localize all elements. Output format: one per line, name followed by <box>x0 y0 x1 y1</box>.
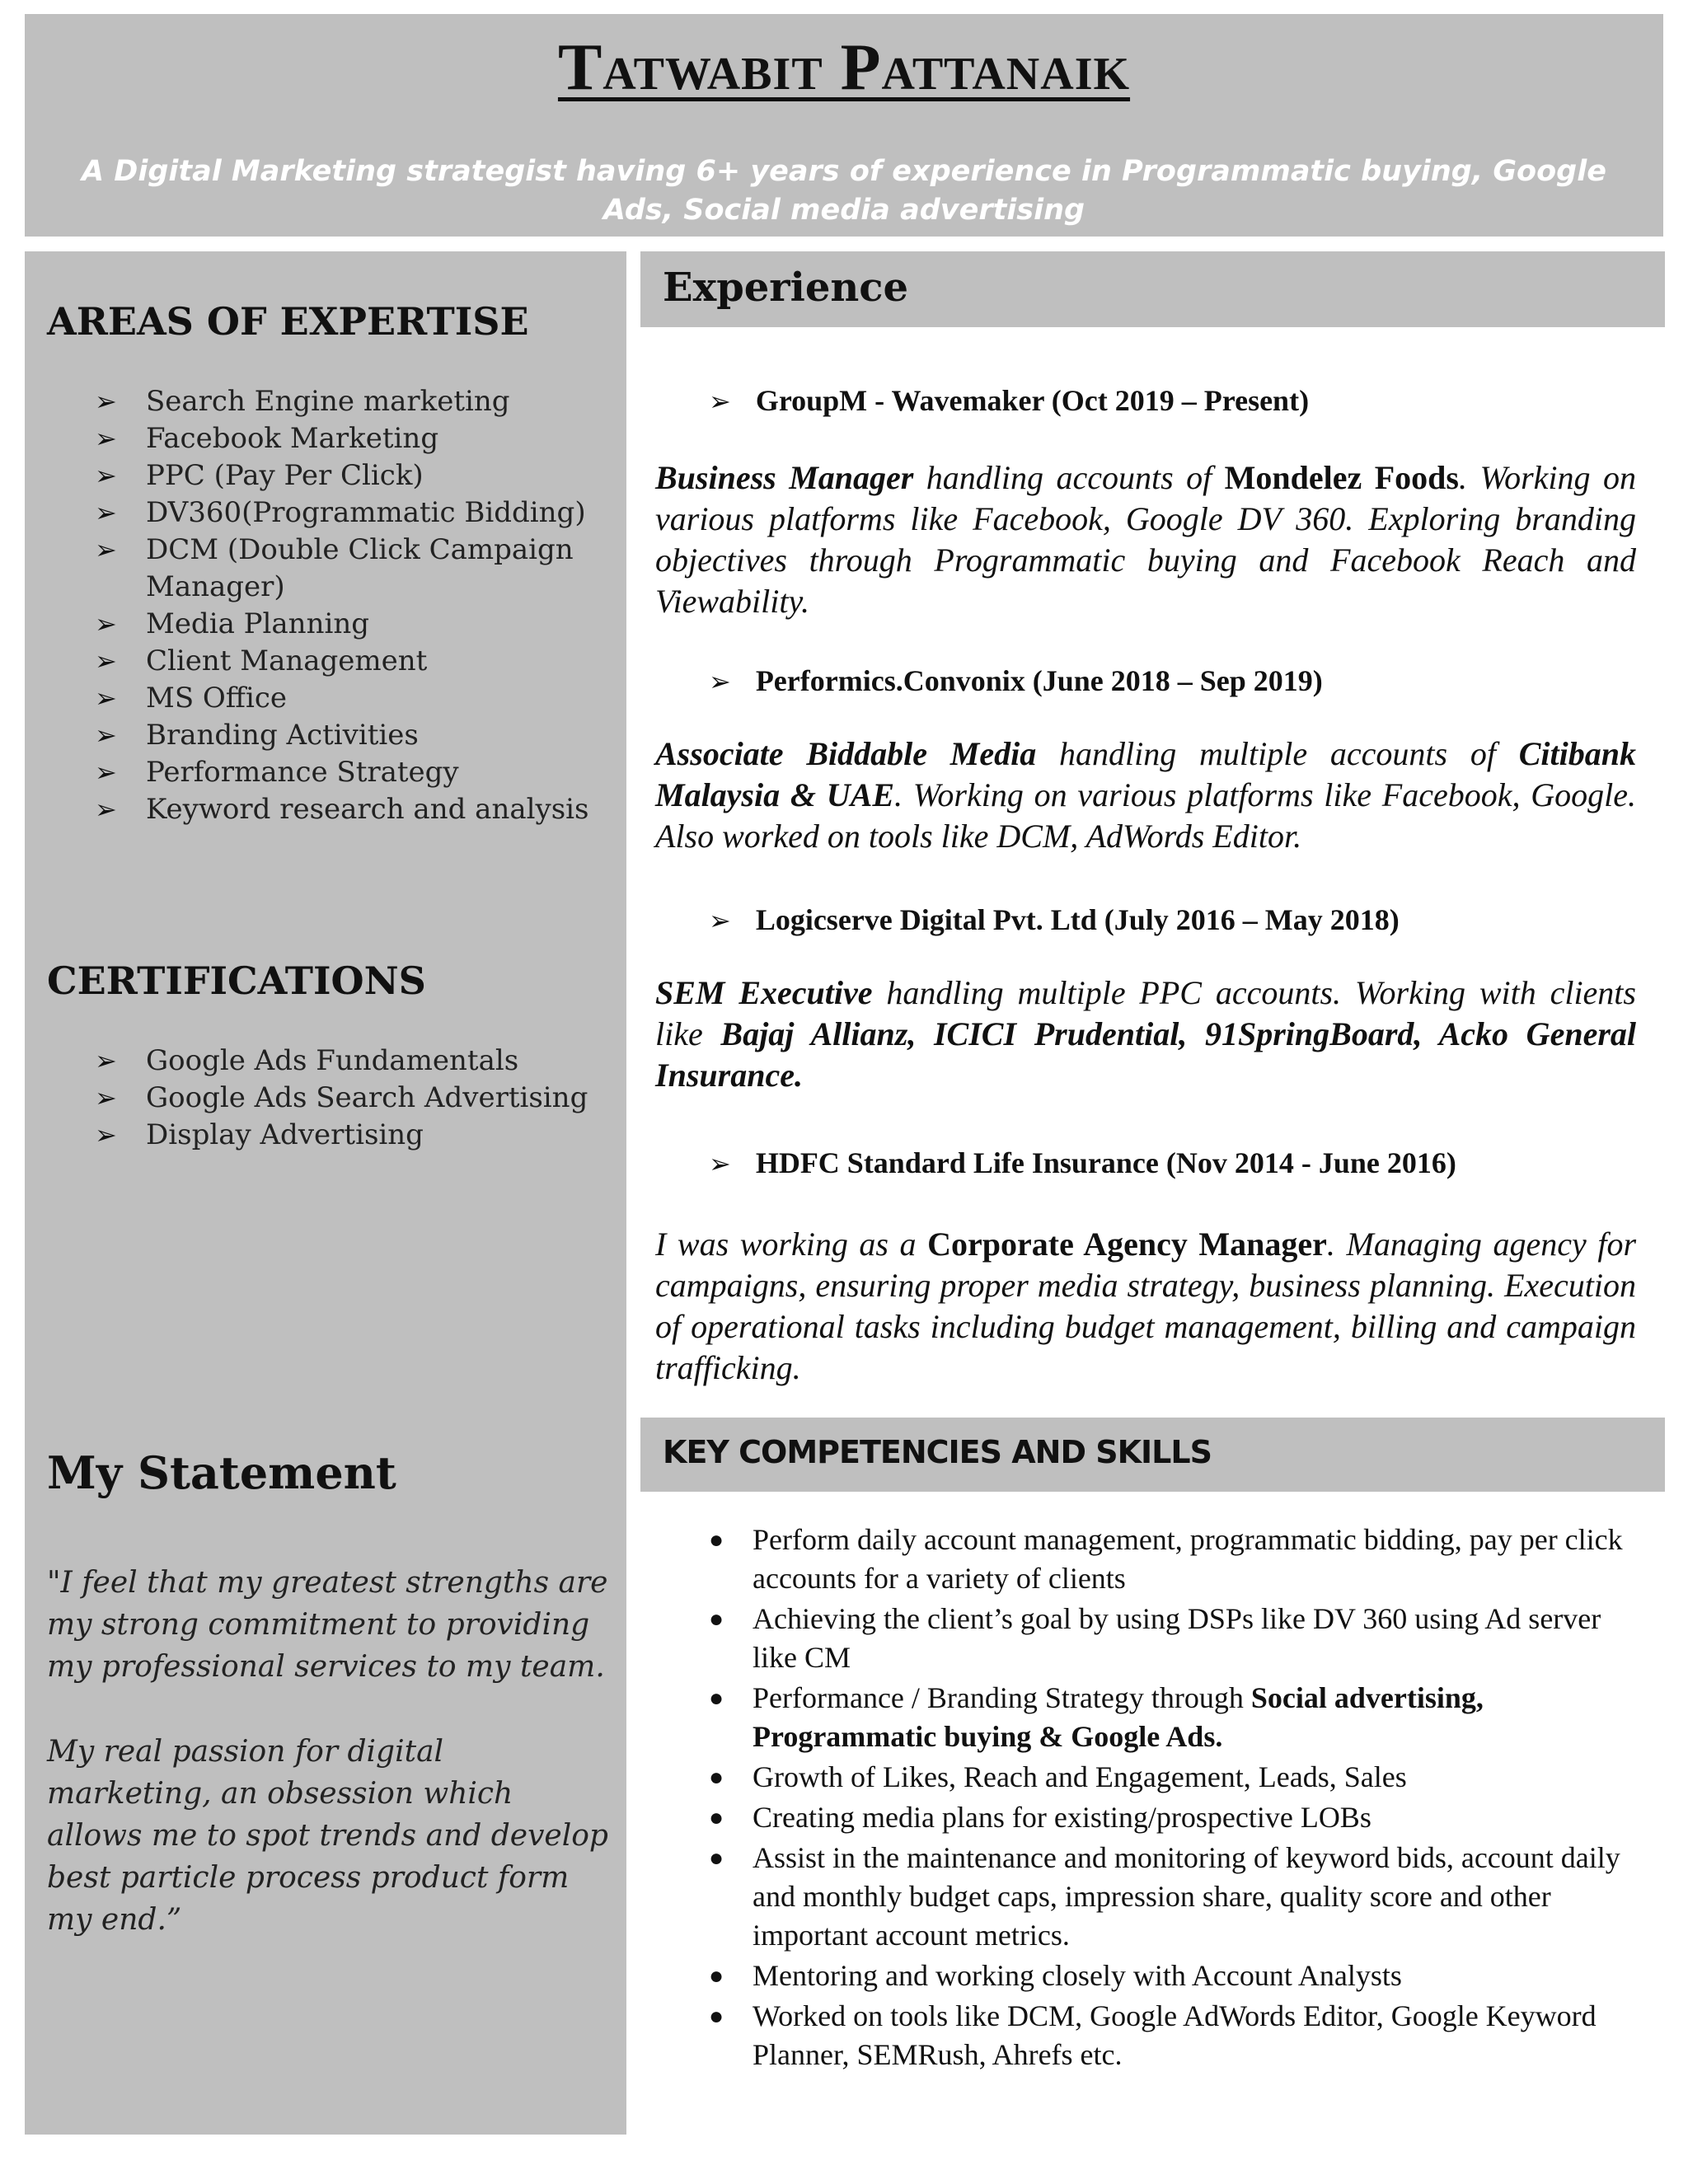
list-item: ● Creating media plans for existing/prospective LOBs <box>709 1798 1640 1837</box>
job-description: I was working as a Corporate Agency Manager. Managing agency for campaigns, ensuring proper media strategy, business planning. Execution of operational tasks including budget management, billing and campaign trafficking. <box>655 1226 1637 1386</box>
list-item: ➢ DV360(Programmatic Bidding) <box>95 494 588 532</box>
list-item: ➢ Search Engine marketing <box>95 383 588 420</box>
header-banner <box>25 14 1663 237</box>
arrow-bullet-icon: ➢ <box>95 386 117 417</box>
list-item: ● Assist in the maintenance and monitoring of keyword bids, account daily and monthly budget caps, impression share, quality score and other important account metrics. <box>709 1839 1640 1955</box>
list-item: ● Achieving the client’s goal by using DSPs like DV 360 using Ad server like CM <box>709 1600 1640 1677</box>
list-item: ➢ Facebook Marketing <box>95 420 588 457</box>
arrow-bullet-icon: ➢ <box>95 757 117 788</box>
expertise-list <box>95 383 588 828</box>
job-description: SEM Executive handling multiple PPC accounts. Working with clients like Bajaj Allianz, ICICI Prudential, 91SpringBoard, Acko General Insurance. <box>655 974 1636 1094</box>
skills-header-bar <box>640 1418 1665 1492</box>
job-client: Citibank Malaysia & UAE <box>655 735 1636 813</box>
list-item: ➢ Branding Activities <box>95 717 588 754</box>
job-role: Business Manager <box>655 459 914 496</box>
bullet-icon: ● <box>709 1962 724 1990</box>
bullet-icon: ● <box>709 1605 724 1633</box>
job-role: Corporate Agency Manager <box>927 1226 1327 1263</box>
certifications-list <box>95 1043 588 1154</box>
job-heading: ➢ HDFC Standard Life Insurance (Nov 2014 - June 2016) <box>709 1146 1456 1179</box>
list-item: ➢ Client Management <box>95 643 588 680</box>
list-item: ➢ PPC (Pay Per Click) <box>95 457 588 494</box>
skills-heading: KEY COMPETENCIES AND SKILLS <box>663 1434 1212 1470</box>
bullet-icon: ● <box>709 1804 724 1831</box>
statement-paragraph-2: My real passion for digital marketing, an obsession which allows me to spot trends and develop best particle process product form my end.” <box>47 1735 608 1937</box>
bullet-icon: ● <box>709 1764 724 1791</box>
arrow-bullet-icon: ➢ <box>95 608 117 640</box>
statement-heading: My Statement <box>47 1446 396 1499</box>
arrow-bullet-icon: ➢ <box>709 905 731 936</box>
arrow-bullet-icon: ➢ <box>95 1119 117 1151</box>
list-item: ➢ Media Planning <box>95 606 588 643</box>
experience-header-bar <box>640 251 1665 327</box>
job-client: Bajaj Allianz, ICICI Prudential, 91SpringBoard, Acko General Insurance. <box>655 1015 1636 1094</box>
sidebar <box>25 251 626 2135</box>
list-item: ● Perform daily account management, programmatic bidding, pay per click accounts for a variety of clients <box>709 1521 1640 1598</box>
arrow-bullet-icon: ➢ <box>95 682 117 714</box>
arrow-bullet-icon: ➢ <box>95 497 117 528</box>
bullet-icon: ● <box>709 1844 724 1872</box>
expertise-heading: AREAS OF EXPERTISE <box>47 299 529 344</box>
skills-list <box>709 1521 1640 2076</box>
list-item: ● Performance / Branding Strategy through Social advertising, Programmatic buying & Google Ads. <box>709 1679 1640 1756</box>
candidate-name: Tatwabit Pattanaik <box>557 31 1131 104</box>
list-item: ➢ Keyword research and analysis <box>95 791 588 828</box>
arrow-bullet-icon: ➢ <box>95 1082 117 1113</box>
arrow-bullet-icon: ➢ <box>95 534 117 565</box>
certifications-heading: CERTIFICATIONS <box>47 958 426 1003</box>
list-item: ● Worked on tools like DCM, Google AdWords Editor, Google Keyword Planner, SEMRush, Ahrefs etc. <box>709 1997 1640 2074</box>
arrow-bullet-icon: ➢ <box>709 666 731 697</box>
bullet-icon: ● <box>709 2003 724 2030</box>
list-item: ➢ Google Ads Fundamentals <box>95 1043 588 1080</box>
list-item: ● Growth of Likes, Reach and Engagement, Leads, Sales <box>709 1758 1640 1797</box>
arrow-bullet-icon: ➢ <box>95 719 117 751</box>
arrow-bullet-icon: ➢ <box>95 423 117 454</box>
arrow-bullet-icon: ➢ <box>95 1045 117 1076</box>
arrow-bullet-icon: ➢ <box>95 645 117 677</box>
arrow-bullet-icon: ➢ <box>95 460 117 491</box>
bullet-icon: ● <box>709 1685 724 1712</box>
job-description: Associate Biddable Media handling multiple accounts of Citibank Malaysia & UAE. Working on various platforms like Facebook, Google. Also worked on tools like DCM, AdWords Editor. <box>655 735 1636 855</box>
experience-heading: Experience <box>663 265 909 311</box>
tagline: A Digital Marketing strategist having 6+ years of experience in Programmatic buying, Google Ads, Social media advertising <box>82 155 1606 227</box>
list-item: ➢ Performance Strategy <box>95 754 588 791</box>
job-heading: ➢ Logicserve Digital Pvt. Ltd (July 2016 – May 2018) <box>709 903 1400 936</box>
bullet-icon: ● <box>709 1526 724 1554</box>
job-description: Business Manager handling accounts of Mondelez Foods. Working on various platforms like Facebook, Google DV 360. Exploring branding objectives through Programmatic buying and Facebook Reach and Viewability. <box>655 459 1636 620</box>
job-role: SEM Executive <box>655 974 873 1011</box>
list-item: ➢ MS Office <box>95 680 588 717</box>
arrow-bullet-icon: ➢ <box>709 1148 731 1179</box>
job-heading: ➢ Performics.Convonix (June 2018 – Sep 2019) <box>709 664 1323 697</box>
arrow-bullet-icon: ➢ <box>709 386 731 417</box>
list-item: ● Mentoring and working closely with Account Analysts <box>709 1957 1640 1995</box>
job-heading: ➢ GroupM - Wavemaker (Oct 2019 – Present) <box>709 384 1310 417</box>
job-client: Mondelez Foods <box>1224 459 1459 496</box>
list-item: ➢ DCM (Double Click Campaign Manager) <box>95 533 574 603</box>
list-item: ➢ Display Advertising <box>95 1117 588 1154</box>
statement-paragraph-1: "I feel that my greatest strengths are my strong commitment to providing my professional services to my team. <box>47 1566 608 1684</box>
job-role: Associate Biddable Media <box>655 735 1037 772</box>
list-item: ➢ Google Ads Search Advertising <box>95 1080 588 1117</box>
arrow-bullet-icon: ➢ <box>95 794 117 825</box>
